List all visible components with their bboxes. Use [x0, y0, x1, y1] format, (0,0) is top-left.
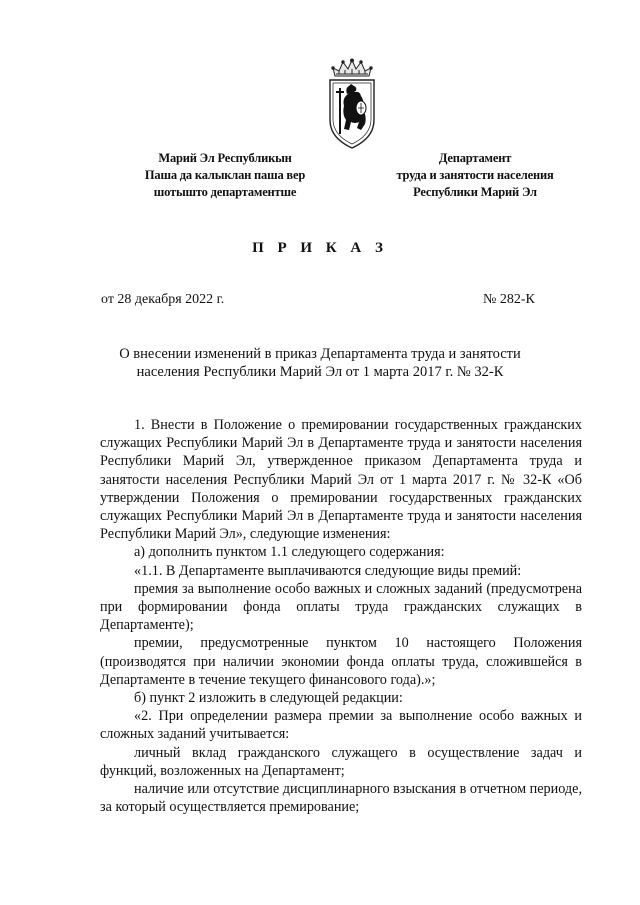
header-left-block — [110, 150, 340, 201]
header-right-block — [365, 150, 585, 201]
document-number: № 282-К — [483, 292, 535, 307]
body-paragraph: премия за выполнение особо важных и сложных заданий (предусмотрена при формировании фонда оплаты труда гражданских служащих в Департаменте); — [100, 580, 582, 634]
coat-of-arms-icon — [327, 58, 377, 150]
body-paragraph: «1.1. В Департаменте выплачиваются следующие виды премий: — [134, 562, 522, 579]
header-right-line: Департамент — [438, 151, 512, 165]
body-paragraph: 1. Внести в Положение о премировании государственных гражданских служащих Республики Марий Эл в Департаменте труда и занятости населения Республики Марий Эл, утвержденное приказом Департамента труда и занятости населения Республики Марий Эл от 1 марта 2017 г. № 32-К «Об утверждении Положения о премировании государственных гражданских служащих Республики Марий Эл в Департаменте труда и занятости населения Республики Марий Эл», следующие изменения: — [100, 417, 582, 543]
body-paragraph: личный вклад гражданского служащего в осуществление задач и функций, возложенных на Департамент; — [100, 744, 582, 779]
header-right-line: Республики Марий Эл — [413, 185, 537, 199]
body-paragraph: премии, предусмотренные пунктом 10 настоящего Положения (производятся при наличии экономии фонда оплаты труда, сложившейся в Департаменте в течение текущего финансового года).»; — [100, 635, 582, 688]
header-left-line: шотышто департаментше — [153, 185, 297, 199]
header-left-line: Паша да калыклан паша вер — [144, 168, 306, 182]
subject-line: О внесении изменений в приказ Департамента труда и занятости — [119, 346, 521, 362]
subject-line: населения Республики Марий Эл от 1 марта 2017 г. № 32-К — [136, 364, 504, 380]
header-right-line: труда и занятости населения — [396, 168, 554, 182]
body-paragraph: «2. При определении размера премии за выполнение особо важных и сложных заданий учитывается: — [100, 708, 582, 743]
body-paragraph: а) дополнить пунктом 1.1 следующего содержания: — [134, 544, 445, 561]
document-body — [100, 416, 582, 816]
document-subject — [100, 345, 540, 381]
body-paragraph: наличие или отсутствие дисциплинарного взыскания в отчетном периоде, за который осуществляется премирование; — [100, 781, 582, 816]
document-title: П Р И К А З — [252, 240, 388, 256]
body-paragraph: б) пункт 2 изложить в следующей редакции: — [134, 690, 403, 707]
header-left-line: Марий Эл Республикын — [158, 151, 292, 165]
document-date: от 28 декабря 2022 г. — [101, 292, 225, 307]
